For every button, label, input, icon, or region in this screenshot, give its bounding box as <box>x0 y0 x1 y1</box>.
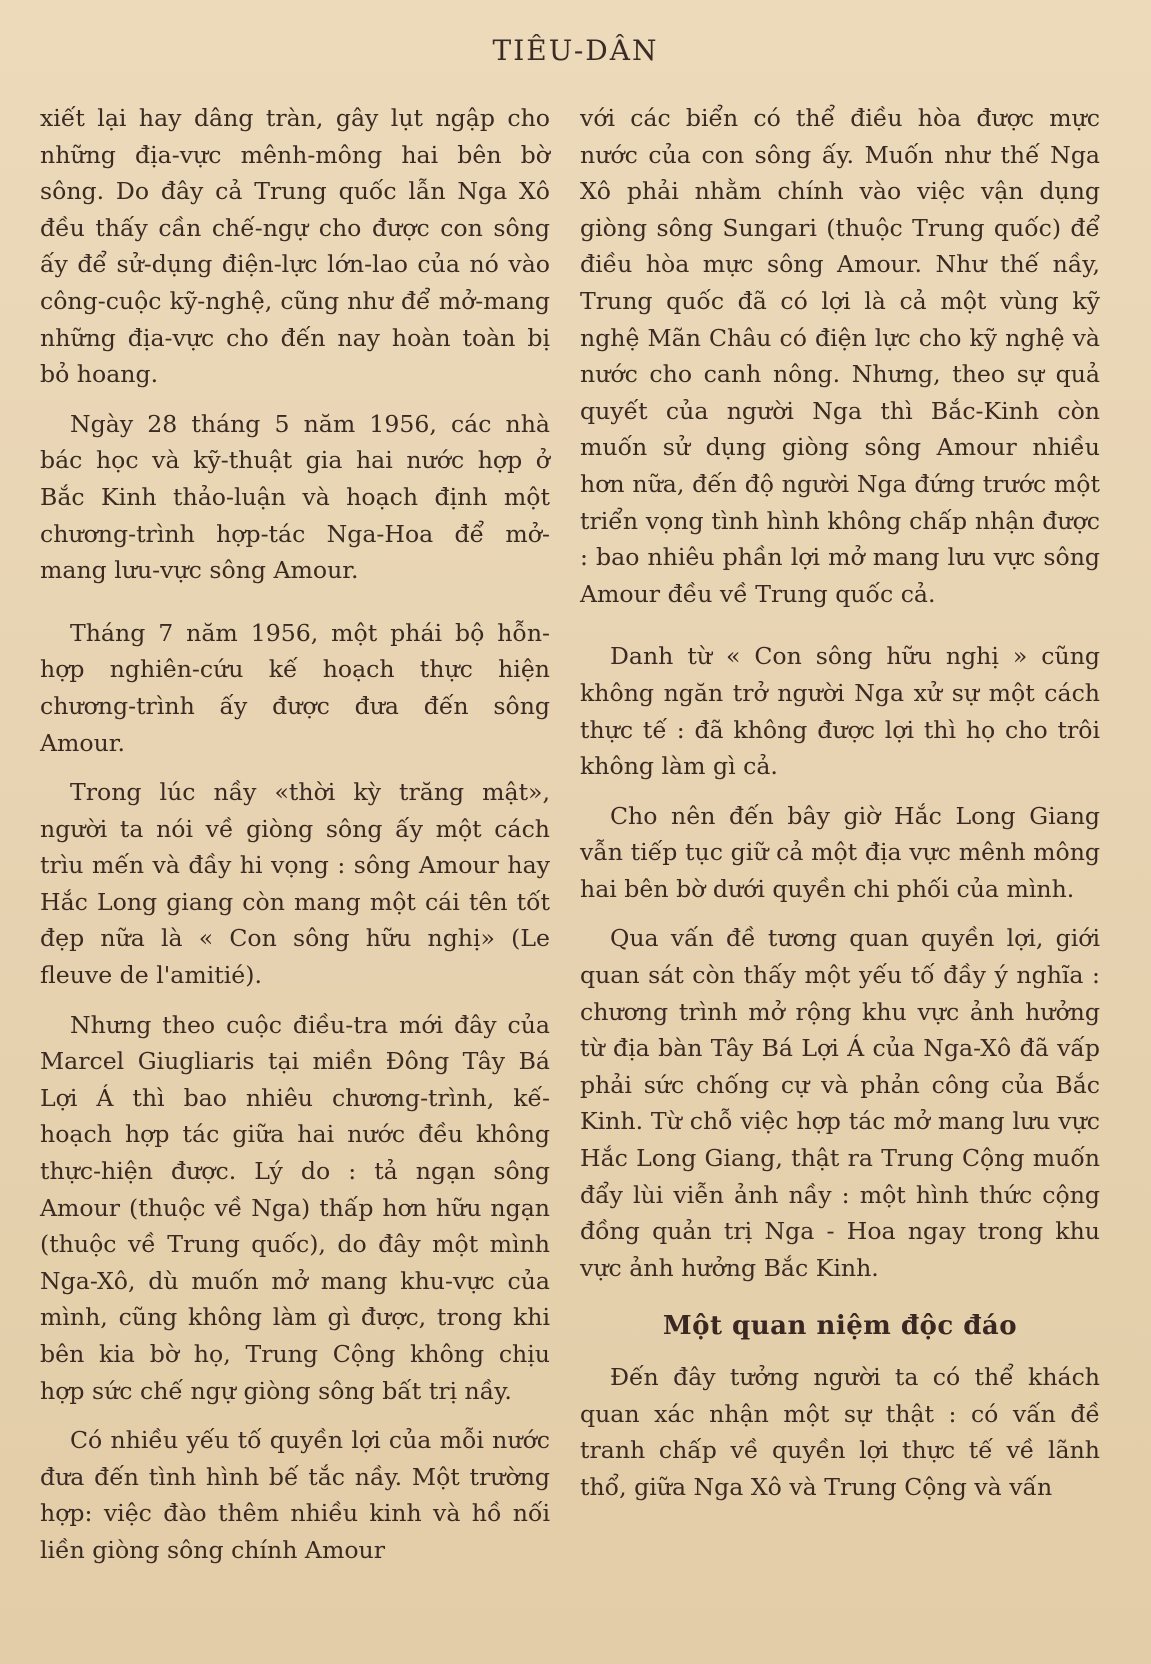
left-column <box>40 100 550 1582</box>
paragraph: với các biển có thể điều hòa được mực nước của con sông ấy. Muốn như thế Nga Xô phải nhằm chính vào việc vận dụng giòng sông Sungari (thuộc Trung quốc) để điều hòa mực sông Amour. Như thế nầy, Trung quốc đã có lợi là cả một vùng kỹ nghệ Mãn Châu có điện lực cho kỹ nghệ và nước cho canh nông. Nhưng, theo sự quả quyết của người Nga thì Bắc-Kinh còn muốn sử dụng giòng sông Amour nhiều hơn nữa, đến độ người Nga đứng trước một triển vọng tình hình không chấp nhận được : bao nhiêu phần lợi mở mang lưu vực sông Amour đều về Trung quốc cả. <box>580 104 1100 608</box>
paragraph: Tháng 7 năm 1956, một phái bộ hỗn-hợp nghiên-cứu kế hoạch thực hiện chương-trình ấy được đưa đến sông Amour. <box>40 618 550 757</box>
paragraph: Qua vấn đề tương quan quyền lợi, giới quan sát còn thấy một yếu tố đầy ý nghĩa : chương trình mở rộng khu vực ảnh hưởng từ địa bàn Tây Bá Lợi Á của Nga-Xô đã vấp phải sức chống cự và phản công của Bắc Kinh. Từ chỗ việc hợp tác mở mang lưu vực Hắc Long Giang, thật ra Trung Cộng muốn đẩy lùi viễn ảnh nầy : một hình thức cộng đồng quản trị Nga - Hoa ngay trong khu vực ảnh hưởng Bắc Kinh. <box>580 924 1100 1282</box>
paragraph: Đến đây tưởng người ta có thể khách quan xác nhận một sự thật : có vấn đề tranh chấp về quyền lợi thực tế về lãnh thổ, giữa Nga Xô và Trung Cộng và vấn <box>580 1363 1100 1501</box>
paragraph: Nhưng theo cuộc điều-tra mới đây của Marcel Giugliaris tại miền Đông Tây Bá Lợi Á thì bao nhiêu chương-trình, kế-hoạch hợp tác giữa hai nước đều không thực-hiện được. Lý do : tả ngạn sông Amour (thuộc về Nga) thấp hơn hữu ngạn (thuộc về Trung quốc), do đây một mình Nga-Xô, dù muốn mở mang khu-vực của mình, cũng không làm gì được, trong khi bên kia bờ họ, Trung Cộng không chịu hợp sức chế ngự giòng sông bất trị nầy. <box>40 1010 550 1405</box>
section-heading: Một quan niệm độc đáo <box>662 1311 1018 1342</box>
right-column <box>580 100 1100 1518</box>
paragraph: xiết lại hay dâng tràn, gây lụt ngập cho những địa-vực mênh-mông hai bên bờ sông. Do đây cả Trung quốc lẫn Nga Xô đều thấy cần chế-ngự cho được con sông ấy để sử-dụng điện-lực lớn-lao của nó vào công-cuộc kỹ-nghệ, cũng như để mở-mang những địa-vực cho đến nay hoàn toàn bị bỏ hoang. <box>40 104 550 389</box>
running-head: TIÊU-DÂN <box>492 34 659 67</box>
paragraph: Danh từ « Con sông hữu nghị » cũng không ngăn trở người Nga xử sự một cách thực tế : đã không được lợi thì họ cho trôi không làm gì cả. <box>580 642 1100 781</box>
paragraph: Có nhiều yếu tố quyền lợi của mỗi nước đưa đến tình hình bế tắc nầy. Một trường hợp: việc đào thêm nhiều kinh và hồ nối liền giòng sông chính Amour <box>40 1426 550 1564</box>
paragraph: Ngày 28 tháng 5 năm 1956, các nhà bác học và kỹ-thuật gia hai nước hợp ở Bắc Kinh thảo-luận và hoạch định một chương-trình hợp-tác Nga-Hoa để mở-mang lưu-vực sông Amour. <box>40 409 550 585</box>
paragraph: Trong lúc nầy «thời kỳ trăng mật», người ta nói về giòng sông ấy một cách trìu mến và đầy hi vọng : sông Amour hay Hắc Long giang còn mang một cái tên tốt đẹp nữa là « Con sông hữu nghị» (Le fleuve de l'amitié). <box>40 778 550 990</box>
paragraph: Cho nên đến bây giờ Hắc Long Giang vẫn tiếp tục giữ cả một địa vực mênh mông hai bên bờ dưới quyền chi phối của mình. <box>580 801 1100 903</box>
